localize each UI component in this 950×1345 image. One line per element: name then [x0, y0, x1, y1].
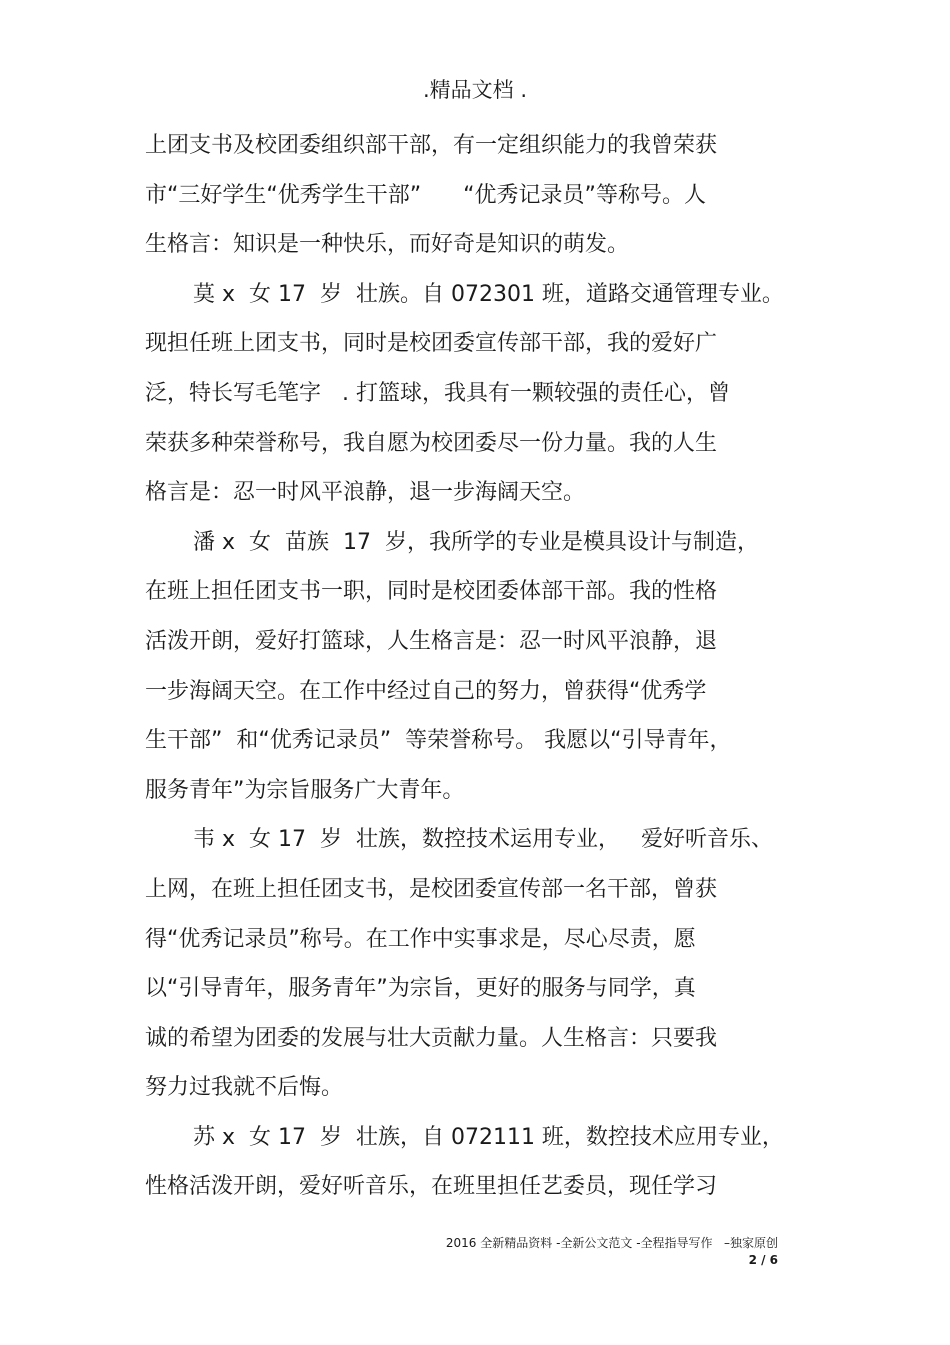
text-line: 潘 x 女 苗族 17 岁，我所学的专业是模具设计与制造，	[193, 529, 759, 555]
text-line: 上团支书及校团委组织部干部，有一定组织能力的我曾荣获	[145, 133, 718, 158]
text-line: 服务青年”为宗旨服务广大青年。	[145, 777, 465, 803]
text-line: 得“优秀记录员”称号。在工作中实事求是，尽心尽责，愿	[145, 926, 696, 952]
text-line: 苏 x 女 17 岁 壮族，自 072111 班，数控技术应用专业，	[193, 1124, 784, 1150]
text-line: 性格活泼开朗，爱好听音乐，在班里担任艺委员，现任学习	[145, 1174, 718, 1200]
document-body	[145, 121, 795, 1212]
text-line: 莫 x 女 17 岁 壮族。自 072301 班，道路交通管理专业。	[193, 281, 784, 307]
text-line: 荣获多种荣誉称号，我自愿为校团委尽一份力量。我的人生	[145, 430, 718, 456]
text-line: 生格言：知识是一种快乐，而好奇是知识的萌发。	[145, 232, 630, 258]
text-line: 生干部” 和“优秀记录员” 等荣誉称号。 我愿以“引导青年，	[145, 728, 732, 754]
text-line: 以“引导青年，服务青年”为宗旨，更好的服务与同学，真	[145, 976, 696, 1002]
text-line: 泛，特长写毛笔字 . 打篮球，我具有一颗较强的责任心，曾	[145, 380, 730, 406]
page-number: 2 / 6	[748, 1253, 778, 1267]
text-line: 努力过我就不后悔。	[145, 1075, 344, 1101]
text-line: 在班上担任团支书一职，同时是校团委体部干部。我的性格	[145, 579, 718, 605]
text-line: 活泼开朗，爱好打篮球，人生格言是：忍一时风平浪静，退	[145, 628, 718, 654]
footer-note: 2016 全新精品资料 -全新公文范文 -全程指导写作 –独家原创	[445, 1236, 778, 1250]
text-line: 现担任班上团支书，同时是校团委宣传部干部，我的爱好广	[145, 331, 718, 357]
text-line: 诚的希望为团委的发展与壮大贡献力量。人生格言：只要我	[145, 1025, 718, 1051]
text-line: 韦 x 女 17 岁 壮族，数控技术运用专业， 爱好听音乐、	[193, 827, 773, 853]
page-header: .精品文档 .	[422, 78, 528, 102]
text-line: 上网，在班上担任团支书，是校团委宣传部一名干部，曾获	[145, 876, 718, 902]
text-line: 格言是：忍一时风平浪静，退一步海阔天空。	[145, 480, 586, 506]
text-line: 市“三好学生“优秀学生干部” “优秀记录员”等称号。人	[145, 182, 706, 208]
text-line: 一步海阔天空。在工作中经过自己的努力，曾获得“优秀学	[145, 678, 707, 704]
